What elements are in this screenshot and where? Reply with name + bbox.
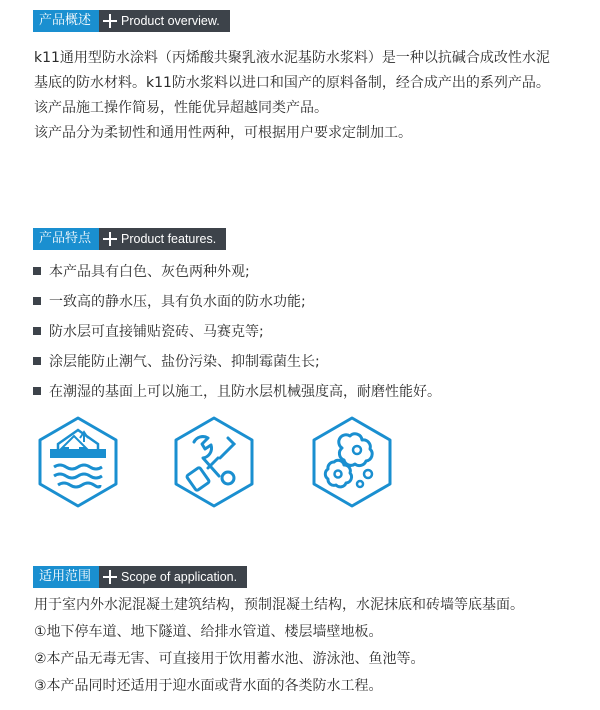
overview-title-en-box bbox=[99, 10, 230, 32]
application-line: 用于室内外水泥混凝土建筑结构，预制混凝土结构，水泥抹底和砖墙等底基面。 bbox=[34, 597, 524, 613]
application-title-en-box bbox=[99, 566, 247, 588]
application-title-cn: 适用范围 bbox=[33, 566, 99, 588]
bullet-square-icon bbox=[33, 387, 41, 395]
feature-text: 涂层能防止潮气、盐份污染、抑制霉菌生长; bbox=[49, 354, 320, 370]
features-header bbox=[33, 228, 226, 250]
application-line: ①地下停车道、地下隧道、给排水管道、楼层墙壁地板。 bbox=[34, 624, 383, 640]
features-title-cn: 产品特点 bbox=[33, 228, 99, 250]
bullet-square-icon bbox=[33, 297, 41, 305]
bullet-square-icon bbox=[33, 357, 41, 365]
plus-icon bbox=[103, 570, 117, 584]
list-item bbox=[33, 346, 573, 376]
feature-text: 防水层可直接铺贴瓷砖、马赛克等; bbox=[49, 324, 264, 340]
application-text bbox=[34, 592, 594, 700]
list-item bbox=[33, 316, 573, 346]
overview-line: 基底的防水材料。k11防水浆料以进口和国产的原料备制，经合成产出的系列产品。 bbox=[34, 75, 550, 91]
application-header bbox=[33, 566, 247, 588]
bullet-square-icon bbox=[33, 327, 41, 335]
features-title-en: Product features. bbox=[121, 232, 217, 246]
list-item bbox=[33, 286, 573, 316]
application-line: ②本产品无毒无害、可直接用于饮用蓄水池、游泳池、鱼池等。 bbox=[34, 651, 425, 667]
overview-text bbox=[34, 46, 586, 146]
overview-line: 该产品分为柔韧性和通用性两种，可根据用户要求定制加工。 bbox=[34, 125, 412, 141]
mold-resistant-icon bbox=[302, 412, 402, 512]
feature-text: 本产品具有白色、灰色两种外观; bbox=[49, 264, 250, 280]
overview-header bbox=[33, 10, 230, 32]
application-title-en: Scope of application. bbox=[121, 570, 238, 584]
waterproof-house-icon bbox=[28, 412, 128, 512]
feature-text: 在潮湿的基面上可以施工，且防水层机械强度高，耐磨性能好。 bbox=[49, 384, 441, 400]
bullet-square-icon bbox=[33, 267, 41, 275]
features-list bbox=[33, 256, 573, 406]
application-line: ③本产品同时还适用于迎水面或背水面的各类防水工程。 bbox=[34, 678, 383, 694]
feature-text: 一致高的静水压，具有负水面的防水功能; bbox=[49, 294, 306, 310]
overview-title-en: Product overview. bbox=[121, 14, 220, 28]
features-title-en-box bbox=[99, 228, 226, 250]
overview-line: k11通用型防水涂料（丙烯酸共聚乳液水泥基防水浆料）是一种以抗碱合成改性水泥 bbox=[34, 50, 550, 66]
plus-icon bbox=[103, 14, 117, 28]
overview-title-cn: 产品概述 bbox=[33, 10, 99, 32]
list-item bbox=[33, 376, 573, 406]
tools-repair-icon bbox=[164, 412, 264, 512]
plus-icon bbox=[103, 232, 117, 246]
overview-line: 该产品施工操作简易，性能优异超越同类产品。 bbox=[34, 100, 328, 116]
list-item bbox=[33, 256, 573, 286]
